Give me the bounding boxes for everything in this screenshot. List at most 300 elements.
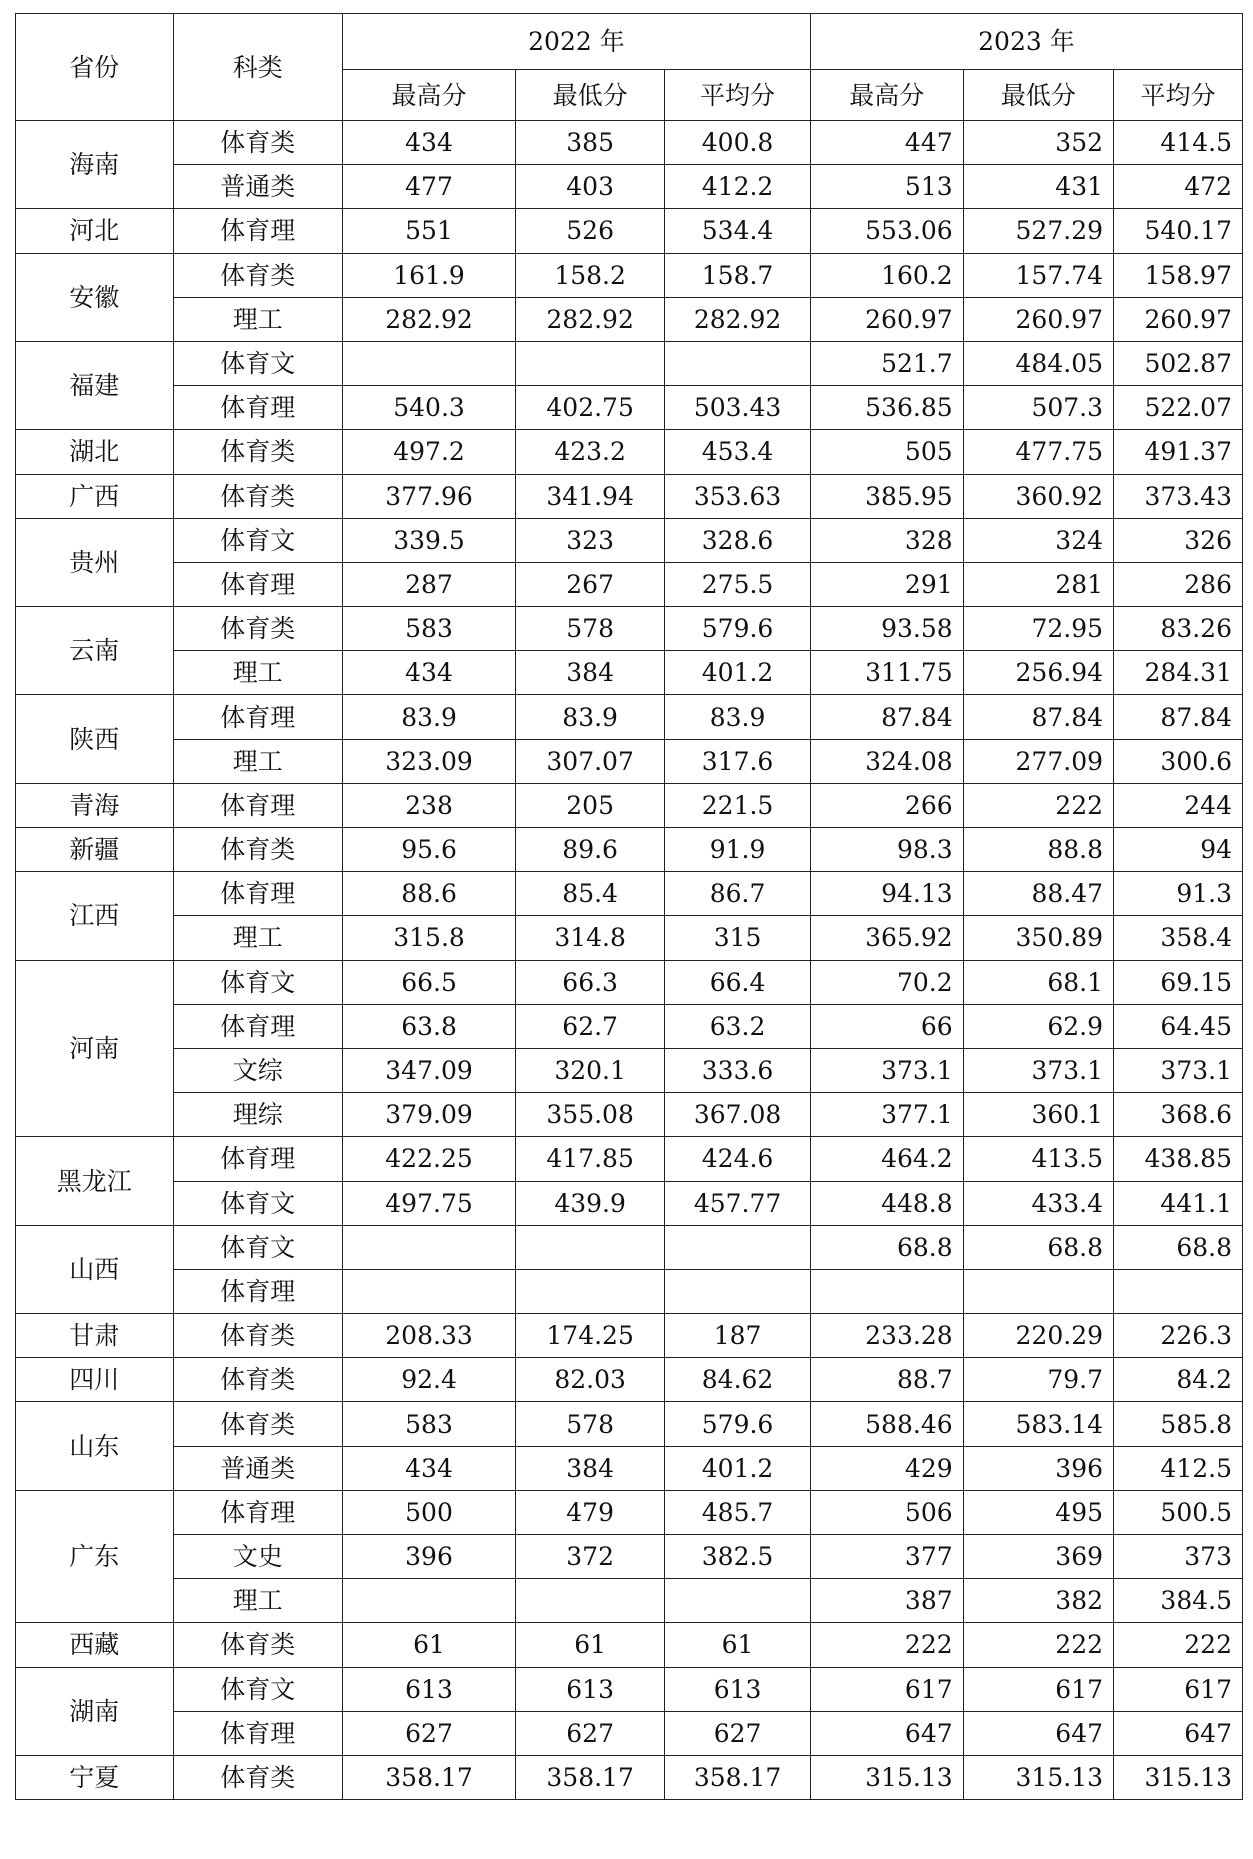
province-cell: 云南: [16, 607, 174, 695]
score-2023-max-cell: 70.2: [810, 960, 963, 1004]
score-2023-min-cell: 62.9: [963, 1004, 1113, 1048]
score-2023-min-cell: 647: [963, 1711, 1113, 1755]
category-cell: 体育类: [173, 1623, 342, 1667]
score-2022-avg-cell: 627: [665, 1711, 811, 1755]
score-2023-avg-cell: 373.1: [1114, 1048, 1243, 1092]
score-2023-min-cell: 495: [963, 1490, 1113, 1534]
score-2023-max-cell: 291: [810, 562, 963, 606]
table-row: [16, 1711, 1243, 1755]
header-2023-min: 最低分: [963, 70, 1113, 121]
score-2023-avg-cell: 87.84: [1114, 695, 1243, 739]
score-2023-min-cell: 352: [963, 121, 1113, 165]
score-2022-max-cell: 208.33: [343, 1314, 516, 1358]
score-2023-avg-cell: 472: [1114, 165, 1243, 209]
score-2023-avg-cell: 222: [1114, 1623, 1243, 1667]
score-2022-max-cell: [343, 1269, 516, 1313]
table-row: [16, 872, 1243, 916]
table-row: [16, 341, 1243, 385]
score-2022-min-cell: 384: [516, 1446, 665, 1490]
score-2023-avg-cell: 69.15: [1114, 960, 1243, 1004]
score-2022-max-cell: 540.3: [343, 386, 516, 430]
category-cell: 体育类: [173, 1314, 342, 1358]
score-2022-max-cell: 551: [343, 209, 516, 253]
score-2022-min-cell: 402.75: [516, 386, 665, 430]
category-cell: 普通类: [173, 1446, 342, 1490]
score-2022-min-cell: 372: [516, 1535, 665, 1579]
score-2023-max-cell: 553.06: [810, 209, 963, 253]
score-2023-max-cell: 260.97: [810, 297, 963, 341]
score-2022-avg-cell: 401.2: [665, 651, 811, 695]
province-cell: 湖北: [16, 430, 174, 474]
score-2023-avg-cell: 226.3: [1114, 1314, 1243, 1358]
category-cell: 体育类: [173, 253, 342, 297]
score-2023-avg-cell: 260.97: [1114, 297, 1243, 341]
province-cell: 宁夏: [16, 1755, 174, 1799]
score-table: [15, 13, 1243, 1800]
score-2022-max-cell: 238: [343, 783, 516, 827]
score-2022-avg-cell: 333.6: [665, 1048, 811, 1092]
score-2022-avg-cell: 424.6: [665, 1137, 811, 1181]
province-cell: 甘肃: [16, 1314, 174, 1358]
category-cell: 理工: [173, 297, 342, 341]
score-2023-min-cell: 222: [963, 1623, 1113, 1667]
score-2023-max-cell: 505: [810, 430, 963, 474]
header-2022-max: 最高分: [343, 70, 516, 121]
score-2022-max-cell: 66.5: [343, 960, 516, 1004]
score-2022-avg-cell: 315: [665, 916, 811, 960]
score-2022-min-cell: 403: [516, 165, 665, 209]
category-cell: 文史: [173, 1535, 342, 1579]
score-2023-min-cell: 281: [963, 562, 1113, 606]
category-cell: 体育文: [173, 341, 342, 385]
header-year-2022: 2022 年: [343, 14, 811, 70]
score-2023-min-cell: [963, 1269, 1113, 1313]
score-2023-max-cell: 506: [810, 1490, 963, 1534]
score-2022-avg-cell: 275.5: [665, 562, 811, 606]
score-2022-max-cell: [343, 341, 516, 385]
score-2022-avg-cell: 317.6: [665, 739, 811, 783]
score-2022-avg-cell: 158.7: [665, 253, 811, 297]
category-cell: 体育理: [173, 872, 342, 916]
score-2023-avg-cell: 438.85: [1114, 1137, 1243, 1181]
score-2022-max-cell: 583: [343, 1402, 516, 1446]
score-2022-min-cell: 355.08: [516, 1093, 665, 1137]
province-cell: 海南: [16, 121, 174, 209]
score-2023-avg-cell: 373: [1114, 1535, 1243, 1579]
score-2022-min-cell: 66.3: [516, 960, 665, 1004]
score-2022-avg-cell: 457.77: [665, 1181, 811, 1225]
category-cell: 体育类: [173, 121, 342, 165]
score-2023-max-cell: 222: [810, 1623, 963, 1667]
score-2022-avg-cell: 328.6: [665, 518, 811, 562]
score-2023-avg-cell: 384.5: [1114, 1579, 1243, 1623]
score-2023-min-cell: 222: [963, 783, 1113, 827]
table-row: [16, 828, 1243, 872]
table-row: [16, 916, 1243, 960]
score-2023-min-cell: 68.8: [963, 1225, 1113, 1269]
category-cell: 体育理: [173, 386, 342, 430]
table-row: [16, 1755, 1243, 1799]
score-2023-min-cell: 260.97: [963, 297, 1113, 341]
category-cell: 体育类: [173, 474, 342, 518]
province-cell: 福建: [16, 341, 174, 429]
category-cell: 文综: [173, 1048, 342, 1092]
table-row: [16, 1358, 1243, 1402]
score-2022-max-cell: 477: [343, 165, 516, 209]
score-2023-avg-cell: 617: [1114, 1667, 1243, 1711]
score-2022-min-cell: 578: [516, 607, 665, 651]
score-2022-max-cell: 434: [343, 651, 516, 695]
category-cell: 体育理: [173, 1269, 342, 1313]
score-2023-max-cell: 373.1: [810, 1048, 963, 1092]
category-cell: 普通类: [173, 165, 342, 209]
score-2022-max-cell: 83.9: [343, 695, 516, 739]
score-2023-max-cell: 66: [810, 1004, 963, 1048]
score-2022-max-cell: 613: [343, 1667, 516, 1711]
score-2022-max-cell: 61: [343, 1623, 516, 1667]
header-province: 省份: [16, 14, 174, 121]
score-2023-max-cell: 429: [810, 1446, 963, 1490]
score-2022-avg-cell: 579.6: [665, 607, 811, 651]
table-row: [16, 518, 1243, 562]
score-2022-max-cell: 88.6: [343, 872, 516, 916]
score-2023-avg-cell: 414.5: [1114, 121, 1243, 165]
score-2023-min-cell: 617: [963, 1667, 1113, 1711]
score-2023-avg-cell: 68.8: [1114, 1225, 1243, 1269]
score-2023-avg-cell: 326: [1114, 518, 1243, 562]
score-2022-min-cell: 384: [516, 651, 665, 695]
score-2023-min-cell: 396: [963, 1446, 1113, 1490]
score-2022-min-cell: 89.6: [516, 828, 665, 872]
province-cell: 河北: [16, 209, 174, 253]
score-2022-avg-cell: 534.4: [665, 209, 811, 253]
score-2022-avg-cell: 86.7: [665, 872, 811, 916]
score-2023-max-cell: 68.8: [810, 1225, 963, 1269]
score-2022-min-cell: 282.92: [516, 297, 665, 341]
score-2023-avg-cell: 83.26: [1114, 607, 1243, 651]
province-cell: 山东: [16, 1402, 174, 1490]
score-2022-avg-cell: 83.9: [665, 695, 811, 739]
table-row: [16, 1181, 1243, 1225]
score-2023-min-cell: 382: [963, 1579, 1113, 1623]
province-cell: 安徽: [16, 253, 174, 341]
table-body: [16, 121, 1243, 1800]
score-2023-min-cell: 72.95: [963, 607, 1113, 651]
province-cell: 黑龙江: [16, 1137, 174, 1225]
score-2022-max-cell: 323.09: [343, 739, 516, 783]
score-2023-avg-cell: 158.97: [1114, 253, 1243, 297]
header-2022-avg: 平均分: [665, 70, 811, 121]
score-2023-min-cell: 256.94: [963, 651, 1113, 695]
score-2023-min-cell: 413.5: [963, 1137, 1113, 1181]
score-2022-min-cell: [516, 341, 665, 385]
score-2022-avg-cell: 187: [665, 1314, 811, 1358]
table-row: [16, 1314, 1243, 1358]
header-year-2023: 2023 年: [810, 14, 1242, 70]
score-2022-min-cell: 61: [516, 1623, 665, 1667]
score-2022-min-cell: 526: [516, 209, 665, 253]
score-2023-min-cell: 87.84: [963, 695, 1113, 739]
province-cell: 新疆: [16, 828, 174, 872]
score-2023-max-cell: 617: [810, 1667, 963, 1711]
score-2023-max-cell: 233.28: [810, 1314, 963, 1358]
category-cell: 体育理: [173, 1137, 342, 1181]
table-row: [16, 297, 1243, 341]
score-2022-max-cell: 63.8: [343, 1004, 516, 1048]
score-2022-max-cell: 583: [343, 607, 516, 651]
category-cell: 体育理: [173, 1004, 342, 1048]
table-row: [16, 607, 1243, 651]
score-2023-max-cell: 647: [810, 1711, 963, 1755]
score-2022-avg-cell: 485.7: [665, 1490, 811, 1534]
category-cell: 体育文: [173, 1667, 342, 1711]
score-2022-max-cell: 161.9: [343, 253, 516, 297]
score-2023-min-cell: 157.74: [963, 253, 1113, 297]
score-2022-min-cell: 578: [516, 1402, 665, 1446]
score-2023-avg-cell: 441.1: [1114, 1181, 1243, 1225]
score-2023-max-cell: 385.95: [810, 474, 963, 518]
category-cell: 体育类: [173, 430, 342, 474]
province-cell: 山西: [16, 1225, 174, 1313]
header-row-years: [16, 14, 1243, 70]
score-2022-max-cell: [343, 1225, 516, 1269]
score-2023-avg-cell: 500.5: [1114, 1490, 1243, 1534]
score-2022-min-cell: 83.9: [516, 695, 665, 739]
category-cell: 理工: [173, 916, 342, 960]
score-2022-max-cell: 315.8: [343, 916, 516, 960]
score-2022-min-cell: [516, 1269, 665, 1313]
score-2023-avg-cell: 647: [1114, 1711, 1243, 1755]
score-2022-min-cell: 307.07: [516, 739, 665, 783]
category-cell: 体育类: [173, 1358, 342, 1402]
score-2022-max-cell: [343, 1579, 516, 1623]
score-2023-avg-cell: 412.5: [1114, 1446, 1243, 1490]
table-row: [16, 474, 1243, 518]
score-2023-min-cell: 315.13: [963, 1755, 1113, 1799]
score-2023-avg-cell: 91.3: [1114, 872, 1243, 916]
category-cell: 体育文: [173, 518, 342, 562]
score-2023-min-cell: 369: [963, 1535, 1113, 1579]
category-cell: 理工: [173, 739, 342, 783]
category-cell: 体育类: [173, 828, 342, 872]
score-2022-min-cell: 314.8: [516, 916, 665, 960]
score-2022-max-cell: 379.09: [343, 1093, 516, 1137]
score-2022-min-cell: 174.25: [516, 1314, 665, 1358]
score-2022-min-cell: 358.17: [516, 1755, 665, 1799]
score-2022-avg-cell: [665, 1269, 811, 1313]
province-cell: 四川: [16, 1358, 174, 1402]
header-2023-avg: 平均分: [1114, 70, 1243, 121]
score-2022-avg-cell: 91.9: [665, 828, 811, 872]
score-2023-max-cell: 377: [810, 1535, 963, 1579]
score-2023-max-cell: 94.13: [810, 872, 963, 916]
category-cell: 体育理: [173, 1490, 342, 1534]
province-cell: 广西: [16, 474, 174, 518]
score-2023-avg-cell: 585.8: [1114, 1402, 1243, 1446]
score-2022-avg-cell: 412.2: [665, 165, 811, 209]
score-2023-avg-cell: 502.87: [1114, 341, 1243, 385]
score-2023-min-cell: 583.14: [963, 1402, 1113, 1446]
category-cell: 体育文: [173, 1225, 342, 1269]
category-cell: 体育文: [173, 1181, 342, 1225]
score-2023-max-cell: 464.2: [810, 1137, 963, 1181]
score-2023-max-cell: 93.58: [810, 607, 963, 651]
score-2022-max-cell: 396: [343, 1535, 516, 1579]
score-2022-min-cell: 320.1: [516, 1048, 665, 1092]
score-2023-avg-cell: 64.45: [1114, 1004, 1243, 1048]
score-2023-max-cell: 387: [810, 1579, 963, 1623]
table-row: [16, 430, 1243, 474]
score-2022-min-cell: 479: [516, 1490, 665, 1534]
province-cell: 贵州: [16, 518, 174, 606]
score-2023-min-cell: 373.1: [963, 1048, 1113, 1092]
score-2022-max-cell: 377.96: [343, 474, 516, 518]
score-2022-min-cell: 267: [516, 562, 665, 606]
score-2023-avg-cell: 84.2: [1114, 1358, 1243, 1402]
score-2023-max-cell: [810, 1269, 963, 1313]
score-2023-min-cell: 360.1: [963, 1093, 1113, 1137]
score-2023-max-cell: 315.13: [810, 1755, 963, 1799]
score-2022-avg-cell: 382.5: [665, 1535, 811, 1579]
score-2023-avg-cell: 522.07: [1114, 386, 1243, 430]
score-2023-min-cell: 431: [963, 165, 1113, 209]
score-2022-max-cell: 500: [343, 1490, 516, 1534]
score-2022-min-cell: 341.94: [516, 474, 665, 518]
header-2022-min: 最低分: [516, 70, 665, 121]
score-2023-avg-cell: 284.31: [1114, 651, 1243, 695]
score-2023-max-cell: 266: [810, 783, 963, 827]
category-cell: 体育理: [173, 783, 342, 827]
score-2022-min-cell: 417.85: [516, 1137, 665, 1181]
score-2022-avg-cell: 358.17: [665, 1755, 811, 1799]
table-row: [16, 1402, 1243, 1446]
score-2023-avg-cell: 358.4: [1114, 916, 1243, 960]
score-2022-avg-cell: 353.63: [665, 474, 811, 518]
table-row: [16, 253, 1243, 297]
score-2023-max-cell: 447: [810, 121, 963, 165]
score-2023-max-cell: 448.8: [810, 1181, 963, 1225]
table-row: [16, 386, 1243, 430]
category-cell: 理综: [173, 1093, 342, 1137]
score-2022-avg-cell: 66.4: [665, 960, 811, 1004]
table-row: [16, 562, 1243, 606]
table-row: [16, 1446, 1243, 1490]
score-2023-avg-cell: 244: [1114, 783, 1243, 827]
score-2022-avg-cell: 503.43: [665, 386, 811, 430]
province-cell: 江西: [16, 872, 174, 960]
category-cell: 体育文: [173, 960, 342, 1004]
table-row: [16, 121, 1243, 165]
table-row: [16, 1269, 1243, 1313]
table-row: [16, 1535, 1243, 1579]
score-2023-avg-cell: [1114, 1269, 1243, 1313]
score-2022-max-cell: 358.17: [343, 1755, 516, 1799]
score-2023-avg-cell: 491.37: [1114, 430, 1243, 474]
score-2022-max-cell: 434: [343, 1446, 516, 1490]
score-2023-max-cell: 87.84: [810, 695, 963, 739]
score-2023-min-cell: 79.7: [963, 1358, 1113, 1402]
table-row: [16, 1137, 1243, 1181]
score-2022-avg-cell: 613: [665, 1667, 811, 1711]
table-row: [16, 960, 1243, 1004]
score-2022-max-cell: 287: [343, 562, 516, 606]
score-2022-max-cell: 422.25: [343, 1137, 516, 1181]
score-2022-max-cell: 434: [343, 121, 516, 165]
table-row: [16, 695, 1243, 739]
score-2023-min-cell: 350.89: [963, 916, 1113, 960]
score-2023-min-cell: 324: [963, 518, 1113, 562]
score-2022-avg-cell: 84.62: [665, 1358, 811, 1402]
table-row: [16, 1579, 1243, 1623]
score-2022-max-cell: 497.75: [343, 1181, 516, 1225]
category-cell: 体育理: [173, 695, 342, 739]
score-2023-min-cell: 88.8: [963, 828, 1113, 872]
score-2022-min-cell: 613: [516, 1667, 665, 1711]
score-2023-max-cell: 365.92: [810, 916, 963, 960]
table-row: [16, 1225, 1243, 1269]
score-2023-max-cell: 377.1: [810, 1093, 963, 1137]
score-2023-min-cell: 477.75: [963, 430, 1113, 474]
score-2022-max-cell: 627: [343, 1711, 516, 1755]
header-2023-max: 最高分: [810, 70, 963, 121]
score-2023-max-cell: 88.7: [810, 1358, 963, 1402]
category-cell: 理工: [173, 651, 342, 695]
category-cell: 体育类: [173, 607, 342, 651]
score-2023-avg-cell: 373.43: [1114, 474, 1243, 518]
score-2022-avg-cell: 61: [665, 1623, 811, 1667]
table-row: [16, 1623, 1243, 1667]
score-2023-avg-cell: 286: [1114, 562, 1243, 606]
province-cell: 湖南: [16, 1667, 174, 1755]
table-row: [16, 1048, 1243, 1092]
score-2023-avg-cell: 540.17: [1114, 209, 1243, 253]
score-2022-avg-cell: [665, 1579, 811, 1623]
score-2023-max-cell: 521.7: [810, 341, 963, 385]
score-2022-min-cell: 423.2: [516, 430, 665, 474]
province-cell: 陕西: [16, 695, 174, 783]
table-row: [16, 783, 1243, 827]
score-2022-min-cell: 439.9: [516, 1181, 665, 1225]
score-2022-avg-cell: 579.6: [665, 1402, 811, 1446]
score-2023-min-cell: 507.3: [963, 386, 1113, 430]
table-row: [16, 1004, 1243, 1048]
score-2022-avg-cell: 400.8: [665, 121, 811, 165]
table-row: [16, 209, 1243, 253]
score-2022-min-cell: 85.4: [516, 872, 665, 916]
score-2022-max-cell: 92.4: [343, 1358, 516, 1402]
score-2023-min-cell: 277.09: [963, 739, 1113, 783]
score-2023-max-cell: 328: [810, 518, 963, 562]
score-2023-min-cell: 484.05: [963, 341, 1113, 385]
score-2022-min-cell: 62.7: [516, 1004, 665, 1048]
category-cell: 体育类: [173, 1755, 342, 1799]
score-2023-avg-cell: 300.6: [1114, 739, 1243, 783]
score-2022-avg-cell: 367.08: [665, 1093, 811, 1137]
score-2022-max-cell: 497.2: [343, 430, 516, 474]
score-2022-min-cell: 205: [516, 783, 665, 827]
category-cell: 体育理: [173, 562, 342, 606]
score-2022-avg-cell: 282.92: [665, 297, 811, 341]
score-2023-min-cell: 68.1: [963, 960, 1113, 1004]
score-2023-max-cell: 311.75: [810, 651, 963, 695]
score-2023-max-cell: 98.3: [810, 828, 963, 872]
score-2023-max-cell: 536.85: [810, 386, 963, 430]
score-2023-max-cell: 324.08: [810, 739, 963, 783]
score-2023-max-cell: 160.2: [810, 253, 963, 297]
score-2023-avg-cell: 315.13: [1114, 1755, 1243, 1799]
score-2022-min-cell: 158.2: [516, 253, 665, 297]
score-2023-avg-cell: 94: [1114, 828, 1243, 872]
